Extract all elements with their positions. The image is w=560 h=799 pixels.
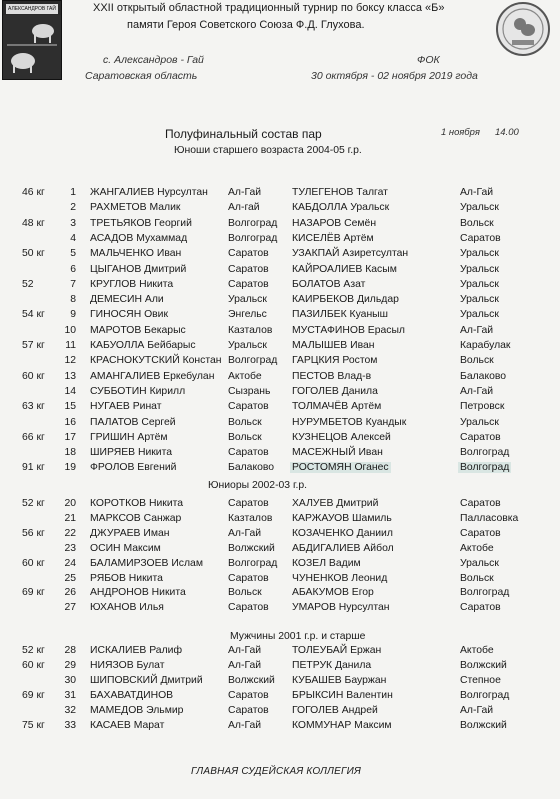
pair-number: 31 (64, 689, 76, 701)
boxer-b-city: Уральск (460, 278, 499, 290)
pair-number: 10 (64, 324, 76, 336)
boxer-b-city: Ал-Гай (460, 324, 494, 336)
boxer-b-city: Ал-Гай (460, 385, 494, 397)
pair-row (0, 690, 560, 705)
boxer-b-city: Волжский (460, 719, 507, 731)
boxer-b-name: ПЕСТОВ Влад-в (292, 370, 372, 382)
boxer-a-city: Саратов (228, 278, 269, 290)
boxer-a-city: Вольск (228, 587, 262, 599)
boxer-a-name: ГРИШИН Артём (90, 431, 168, 443)
weight-class: 60 кг (22, 370, 45, 382)
pair-row (0, 401, 560, 416)
logo-text: АЛЕКСАНДРОВ ГАЙ (6, 4, 58, 14)
boxer-a-city: Вольск (228, 416, 262, 428)
boxer-a-name: МАЛЬЧЕНКО Иван (90, 248, 182, 260)
boxer-b-name: УМАРОВ Нурсултан (292, 602, 390, 614)
boxer-a-city: Ал-Гай (228, 645, 262, 656)
boxer-a-city: Ал-Гай (228, 659, 262, 671)
boxer-b-name: БРЫКСИН Валентин (292, 689, 393, 701)
boxer-b-city: Петровск (460, 401, 505, 413)
pair-row (0, 543, 560, 558)
boxer-a-city: Энгельс (228, 309, 267, 321)
boxer-a-name: АСАДОВ Мухаммад (90, 232, 188, 244)
boxer-a-name: КАСАЕВ Марат (90, 719, 165, 731)
pair-number: 17 (64, 431, 76, 443)
boxer-a-city: Саратов (228, 401, 269, 413)
boxer-b-city: Карабулак (460, 340, 511, 351)
boxer-b-name: МАСЕЖНЫЙ Иван (292, 447, 383, 459)
boxer-b-name: МАЛЫШЕВ Иван (292, 340, 375, 351)
boxer-a-name: ЖАНГАЛИЕВ Нурсултан (90, 187, 208, 198)
boxer-a-city: Сызрань (228, 385, 271, 397)
boxer-b-name: ТОЛМАЧЁВ Артём (292, 401, 382, 413)
boxer-b-city: Волгоград (460, 447, 510, 459)
pair-row (0, 218, 560, 233)
pair-number: 32 (64, 704, 76, 716)
boxer-b-city: Актобе (460, 542, 494, 554)
boxer-a-name: РАХМЕТОВ Малик (90, 202, 181, 214)
boxer-a-city: Саратов (228, 498, 269, 509)
pair-row (0, 233, 560, 248)
section-heading-men: Мужчины 2001 г.р. и старше (230, 631, 366, 642)
tournament-title-line2: памяти Героя Советского Союза Ф.Д. Глухова. (127, 19, 365, 31)
pair-number: 29 (64, 659, 76, 671)
pair-row (0, 432, 560, 447)
pair-row (0, 498, 560, 513)
pair-number: 2 (70, 202, 76, 214)
boxer-b-city: Уральск (460, 248, 499, 260)
boxer-a-name: АМАНГАЛИЕВ Еркебулан (90, 370, 215, 382)
pair-number: 22 (64, 527, 76, 539)
pair-number: 20 (64, 498, 76, 509)
weight-class: 57 кг (22, 340, 45, 351)
boxer-a-name: КРАСНОКУТСКИЙ Констан (90, 355, 222, 367)
boxer-a-city: Волжский (228, 542, 275, 554)
pair-number: 18 (64, 447, 76, 459)
pair-row (0, 417, 560, 432)
place-line2: Саратовская область (85, 70, 198, 82)
boxer-b-city: Уральск (460, 263, 499, 275)
weight-class: 63 кг (22, 401, 45, 413)
pair-number: 23 (64, 542, 76, 554)
weight-class: 54 кг (22, 309, 45, 321)
boxer-a-name: ЮХАНОВ Илья (90, 602, 164, 614)
boxer-a-name: МАРКСОВ Санжар (90, 512, 182, 524)
weight-class: 48 кг (22, 217, 45, 229)
pair-number: 15 (64, 401, 76, 413)
pair-number: 16 (64, 416, 76, 428)
boxer-a-city: Волгоград (228, 355, 278, 367)
pair-number: 11 (65, 340, 76, 351)
boxer-b-city: Уральск (460, 557, 499, 569)
boxer-b-city: Уральск (460, 416, 499, 428)
region-logo (2, 0, 62, 80)
boxer-b-name: РОСТОМЯН Оганес (292, 462, 389, 474)
footer-signature: ГЛАВНАЯ СУДЕЙСКАЯ КОЛЛЕГИЯ (191, 766, 361, 777)
boxer-b-name: УЗАКПАЙ Азиретсултан (292, 248, 409, 260)
boxer-a-city: Уральск (228, 340, 267, 351)
boxer-a-city: Балаково (228, 462, 275, 474)
boxer-b-city: Ал-Гай (460, 704, 494, 716)
boxer-b-city: Волжский (460, 659, 507, 671)
boxer-b-name: ГОГОЛЕВ Данила (292, 385, 378, 397)
pair-row (0, 248, 560, 263)
boxer-b-city: Актобе (460, 645, 494, 656)
boxer-b-name: КАИРБЕКОВ Дильдар (292, 294, 399, 306)
boxer-a-name: ПАЛАТОВ Сергей (90, 416, 176, 428)
pair-row (0, 279, 560, 294)
boxer-a-name: ДЕМЕСИН Али (90, 294, 164, 306)
boxer-b-name: ТОЛЕУБАЙ Ержан (292, 645, 382, 656)
pair-number: 6 (70, 263, 76, 275)
pair-number: 24 (64, 557, 76, 569)
boxer-a-city: Уральск (228, 294, 267, 306)
boxer-b-name: ГОГОЛЕВ Андрей (292, 704, 378, 716)
round-date: 1 ноября (441, 127, 480, 138)
pair-number: 4 (70, 232, 76, 244)
event-dates: 30 октября - 02 ноября 2019 года (311, 70, 478, 82)
boxer-b-name: КОЗАЧЕНКО Даниил (292, 527, 393, 539)
boxer-b-name: ХАЛУЕВ Дмитрий (292, 498, 379, 509)
boxer-b-city: Саратов (460, 232, 501, 244)
boxer-b-name: ПЕТРУК Данила (292, 659, 372, 671)
pair-number: 9 (70, 309, 76, 321)
boxer-b-name: КАЙРОАЛИЕВ Касым (292, 263, 397, 275)
boxer-a-city: Саратов (228, 447, 269, 459)
boxer-a-name: АНДРОНОВ Никита (90, 587, 186, 599)
pair-row (0, 720, 560, 735)
boxer-a-name: ГИНОСЯН Овик (90, 309, 169, 321)
boxer-a-name: ЦЫГАНОВ Дмитрий (90, 263, 187, 275)
pair-number: 3 (70, 217, 76, 229)
boxer-b-city: Уральск (460, 309, 499, 321)
boxer-b-name: ТУЛЕГЕНОВ Талгат (292, 187, 388, 198)
pair-row (0, 660, 560, 675)
boxer-b-name: КАРЖАУОВ Шамиль (292, 512, 392, 524)
pair-row (0, 386, 560, 401)
boxer-b-city: Саратов (460, 527, 501, 539)
pair-row (0, 462, 560, 477)
boxer-b-city: Вольск (460, 217, 494, 229)
boxer-a-name: КОРОТКОВ Никита (90, 498, 184, 509)
pair-number: 13 (64, 370, 76, 382)
pair-row (0, 705, 560, 720)
pair-row (0, 264, 560, 279)
boxer-b-city: Степное (460, 674, 501, 686)
boxer-a-name: ФРОЛОВ Евгений (90, 462, 177, 474)
boxer-a-city: Волгоград (228, 217, 278, 229)
boxer-b-name: ГАРЦКИЯ Ростом (292, 355, 378, 367)
boxer-a-name: НУГАЕВ Ринат (90, 401, 162, 413)
boxer-b-city: Уральск (460, 294, 499, 306)
boxer-b-name: БОЛАТОВ Азат (292, 278, 366, 290)
pair-number: 33 (64, 719, 76, 731)
boxer-b-name: АБДИГАЛИЕВ Айбол (292, 542, 394, 554)
pair-number: 27 (64, 602, 76, 614)
weight-class: 75 кг (22, 719, 45, 731)
weight-class: 60 кг (22, 659, 45, 671)
pair-row (0, 325, 560, 340)
boxer-a-city: Ал-Гай (228, 719, 262, 731)
weight-class: 66 кг (22, 431, 45, 443)
federation-seal-icon (496, 2, 550, 56)
pair-row (0, 187, 560, 202)
pair-row (0, 202, 560, 217)
boxer-b-city: Балаково (460, 370, 507, 382)
boxer-a-city: Саратов (228, 572, 269, 584)
weight-class: 50 кг (22, 248, 45, 260)
pair-row (0, 602, 560, 617)
boxer-a-name: КАБУОЛЛА Бейбарыс (90, 340, 196, 351)
boxer-b-city: Волгоград (460, 462, 510, 474)
weight-class: 69 кг (22, 587, 45, 599)
pair-row (0, 528, 560, 543)
boxer-b-city: Саратов (460, 498, 501, 509)
pair-number: 8 (70, 294, 76, 306)
boxer-b-city: Вольск (460, 355, 494, 367)
place-line1: с. Александров - Гай (103, 54, 204, 66)
boxer-a-name: СУББОТИН Кирилл (90, 385, 186, 397)
weight-class: 56 кг (22, 527, 45, 539)
boxer-a-city: Волгоград (228, 232, 278, 244)
boxer-a-name: МАМЕДОВ Эльмир (90, 704, 184, 716)
boxer-b-name: ЧУНЕНКОВ Леонид (292, 572, 388, 584)
pair-number: 14 (64, 385, 76, 397)
boxer-b-city: Вольск (460, 572, 494, 584)
boxer-b-name: КАБДОЛЛА Уральск (292, 202, 390, 214)
pair-row (0, 587, 560, 602)
weight-class: 46 кг (22, 187, 45, 198)
boxer-b-name: КИСЕЛЁВ Артём (292, 232, 374, 244)
pair-row (0, 513, 560, 528)
pair-row (0, 447, 560, 462)
pair-number: 5 (70, 248, 76, 260)
sheep-emblem-icon (3, 15, 61, 79)
boxer-b-name: АБАКУМОВ Егор (292, 587, 374, 599)
boxer-a-city: Саратов (228, 248, 269, 260)
weight-class: 69 кг (22, 689, 45, 701)
boxer-a-city: Вольск (228, 431, 262, 443)
boxer-b-name: НУРУМБЕТОВ Куандык (292, 416, 407, 428)
boxer-a-name: ОСИН Максим (90, 542, 161, 554)
boxer-a-city: Волжский (228, 674, 275, 686)
tournament-title-line1: XXII открытый областной традиционный турнир по боксу класса «Б» (93, 2, 445, 14)
boxer-a-name: ШИПОВСКИЙ Дмитрий (90, 674, 203, 686)
boxer-b-city: Палласовка (460, 512, 519, 524)
pair-row (0, 645, 560, 660)
boxer-a-name: ШИРЯЕВ Никита (90, 447, 173, 459)
pair-row (0, 371, 560, 386)
boxer-a-city: Саратов (228, 704, 269, 716)
boxer-a-name: БАХАВАТДИНОВ (90, 689, 174, 701)
boxer-b-city: Волгоград (460, 587, 510, 599)
pair-number: 25 (64, 572, 76, 584)
boxer-a-name: КРУГЛОВ Никита (90, 278, 174, 290)
pair-row (0, 340, 560, 355)
boxer-a-city: Саратов (228, 263, 269, 275)
boxer-b-name: КОЗЕЛ Вадим (292, 557, 361, 569)
weight-class: 52 кг (22, 498, 45, 509)
pair-row (0, 294, 560, 309)
pair-row (0, 573, 560, 588)
boxer-b-city: Уральск (460, 202, 499, 214)
boxer-b-city: Саратов (460, 602, 501, 614)
weight-class: 52 (22, 278, 34, 290)
boxer-b-city: Волгоград (460, 689, 510, 701)
page-title: Полуфинальный состав пар (165, 127, 322, 141)
boxer-a-city: Саратов (228, 602, 269, 614)
boxer-b-name: КУЗНЕЦОВ Алексей (292, 431, 391, 443)
boxer-a-name: НИЯЗОВ Булат (90, 659, 165, 671)
weight-class: 52 кг (22, 645, 45, 656)
pair-number: 26 (64, 587, 76, 599)
boxer-b-name: ПАЗИЛБЕК Куаныш (292, 309, 388, 321)
pair-number: 28 (64, 645, 76, 656)
pair-number: 21 (64, 512, 76, 524)
pair-number: 19 (64, 462, 76, 474)
pair-row (0, 309, 560, 324)
weight-class: 91 кг (22, 462, 45, 474)
boxer-b-city: Ал-Гай (460, 187, 494, 198)
venue: ФОК (417, 54, 440, 66)
boxer-a-name: ТРЕТЬЯКОВ Георгий (90, 217, 192, 229)
pair-row (0, 355, 560, 370)
boxer-a-city: Волгоград (228, 557, 278, 569)
round-time: 14.00 (495, 127, 519, 138)
boxer-a-city: Казталов (228, 512, 273, 524)
weight-class: 60 кг (22, 557, 45, 569)
boxer-a-city: Казталов (228, 324, 273, 336)
boxer-a-name: МАРОТОВ Бекарыс (90, 324, 186, 336)
pair-row (0, 675, 560, 690)
pair-number: 12 (64, 355, 76, 367)
boxer-a-city: Ал-гай (228, 202, 260, 214)
boxer-a-city: Ал-Гай (228, 527, 262, 539)
boxer-a-name: ДЖУРАЕВ Иман (90, 527, 170, 539)
boxer-b-city: Саратов (460, 431, 501, 443)
section-subtitle: Юноши старшего возраста 2004-05 г.р. (174, 145, 362, 156)
boxer-b-name: НАЗАРОВ Семён (292, 217, 377, 229)
boxer-a-city: Саратов (228, 689, 269, 701)
boxer-b-name: КУБАШЕВ Бауржан (292, 674, 387, 686)
boxer-a-name: ИСКАЛИЕВ Ралиф (90, 645, 182, 656)
pair-number: 30 (64, 674, 76, 686)
pair-number: 7 (70, 278, 76, 290)
section-heading-juniors: Юниоры 2002-03 г.р. (208, 480, 308, 491)
boxer-a-name: РЯБОВ Никита (90, 572, 163, 584)
boxer-a-city: Ал-Гай (228, 187, 262, 198)
boxer-a-name: БАЛАМИРЗОЕВ Ислам (90, 557, 203, 569)
boxer-a-city: Актобе (228, 370, 262, 382)
pair-number: 1 (70, 187, 76, 198)
pair-row (0, 558, 560, 573)
boxer-b-name: КОММУНАР Максим (292, 719, 392, 731)
boxer-b-name: МУСТАФИНОВ Ерасыл (292, 324, 405, 336)
